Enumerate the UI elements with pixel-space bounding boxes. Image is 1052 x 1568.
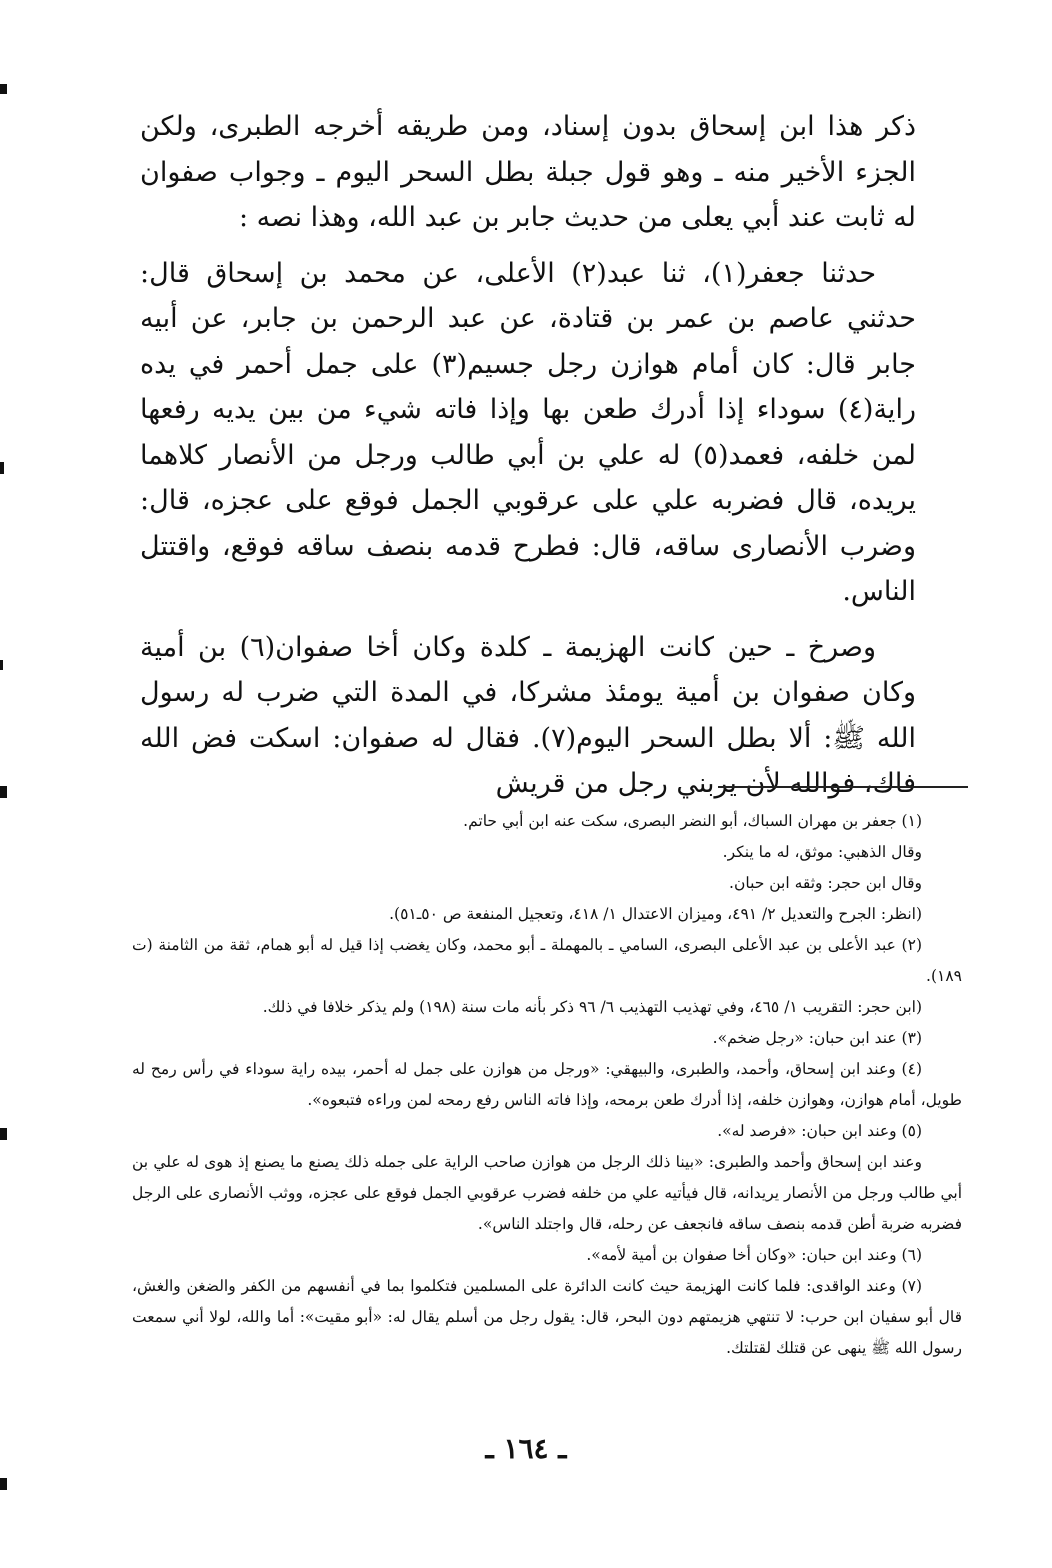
main-paragraph-1: ذكر هذا ابن إسحاق بدون إسناد، ومن طريقه أخرجه الطبرى، ولكن الجزء الأخير منه ـ وهو قول جبلة بطل السحر اليوم ـ وجواب صفوان له ثابت عند أبي يعلى من حديث جابر بن عبد الله، وهذا نصه : <box>140 111 916 233</box>
footnote-line: (ابن حجر: التقريب ١/ ٤٦٥، وفي تهذيب التهذيب ٦/ ٩٦ ذكر بأنه مات سنة (١٩٨) ولم يذكر خلافا في ذلك. <box>262 998 922 1016</box>
footnote-line: (٤) وعند ابن إسحاق، وأحمد، والطبرى، والبيهقي: «ورجل من هوازن على جمل له أحمر، بيده راية سوداء في رأس رمح له طويل، أمام هوازن، وهوازن خلفه، إذا أدرك طعن برمحه، وإذا فاته الناس رفع رمحه لمن وراءه فتبعوه». <box>132 1060 962 1109</box>
footnote-line: وعند ابن إسحاق وأحمد والطبرى: «بينا ذلك الرجل من هوازن صاحب الراية على جمله ذلك يصنع ما يصنع إذ هوى له علي بن أبي طالب ورجل من الأنصار يريدانه، قال فيأتيه علي من خلفه فضرب عرقوبي الجمل فوقع على عجزه، ووثب الأنصارى على الرجل فضربه ضربة أطن قدمه بنصف ساقه فانجعف عن رحله، قال واجتلد الناس». <box>132 1153 962 1233</box>
footnote-line: (٦) وعند ابن حبان: «وكان أخا صفوان بن أمية لأمه». <box>586 1246 922 1264</box>
footnote-line: وقال ابن حجر: وثقه ابن حبان. <box>729 874 922 892</box>
scan-edge-mark <box>0 786 7 798</box>
footnotes <box>132 806 962 1364</box>
scan-edge-mark <box>0 1128 7 1140</box>
main-paragraph-2: حدثنا جعفر(١)، ثنا عبد(٢) الأعلى، عن محمد بن إسحاق قال: حدثني عاصم بن عمر بن قتادة، عن عبد الرحمن بن جابر، عن أبيه جابر قال: كان أمام هوازن رجل جسيم(٣) على جمل أحمر في يده راية(٤) سوداء إذا أدرك طعن بها وإذا فاته شيء من بين يديه رفعها لمن خلفه، فعمد(٥) له علي بن أبي طالب ورجل من الأنصار كلاهما يريده، قال فضربه علي على عرقوبي الجمل فوقع على عجزه، قال: وضرب الأنصارى ساقه، قال: فطرح قدمه بنصف ساقه فوقع، واقتتل الناس. <box>140 257 916 607</box>
scan-edge-mark <box>0 660 3 670</box>
scan-edge-mark <box>0 84 7 94</box>
footnote-separator <box>718 786 968 788</box>
scan-edge-mark <box>0 1478 7 1490</box>
page-number: ـ ١٦٤ ـ <box>485 1432 567 1465</box>
main-text <box>140 104 916 807</box>
footnote-line: (٥) وعند ابن حبان: «فرصد له». <box>717 1122 922 1140</box>
footnote-line: (٧) وعند الواقدى: فلما كانت الهزيمة حيث كانت الدائرة على المسلمين فتكلموا بما في أنفسهم من الكفر والضغن والغش، قال أبو سفيان ابن حرب: لا تنتهي هزيمتهم دون البحر، قال: يقول رجل من أسلم يقال له: «أبو مقيت»: أما والله، لولا أني سمعت رسول الله ﷺ ينهى عن قتلك لقتلتك. <box>132 1277 962 1357</box>
footnote-line: وقال الذهبي: موثق، له ما ينكر. <box>722 843 922 861</box>
footnote-line: (انظر: الجرح والتعديل ٢/ ٤٩١، وميزان الاعتدال ١/ ٤١٨، وتعجيل المنفعة ص ٥٠ـ٥١). <box>389 905 922 923</box>
main-paragraph-3: وصرخ ـ حين كانت الهزيمة ـ كلدة وكان أخا صفوان(٦) بن أمية وكان صفوان بن أمية يومئذ مشركا، في المدة التي ضرب له رسول الله ﷺ: ألا بطل السحر اليوم(٧). فقال له صفوان: اسكت فض الله فاك، فوالله لأن يربني رجل من قريش <box>140 631 916 799</box>
footnote-line: (٢) عبد الأعلى بن عبد الأعلى البصرى، السامي ـ بالمهملة ـ أبو محمد، وكان يغضب إذا قيل له أبو همام، ثقة من الثامنة (ت ١٨٩). <box>132 936 962 985</box>
scan-edge-mark <box>0 462 4 474</box>
footnote-line: (٣) عند ابن حبان: «رجل ضخم». <box>712 1029 922 1047</box>
footnote-line: (١) جعفر بن مهران السباك، أبو النضر البصرى، سكت عنه ابن أبي حاتم. <box>463 812 922 830</box>
